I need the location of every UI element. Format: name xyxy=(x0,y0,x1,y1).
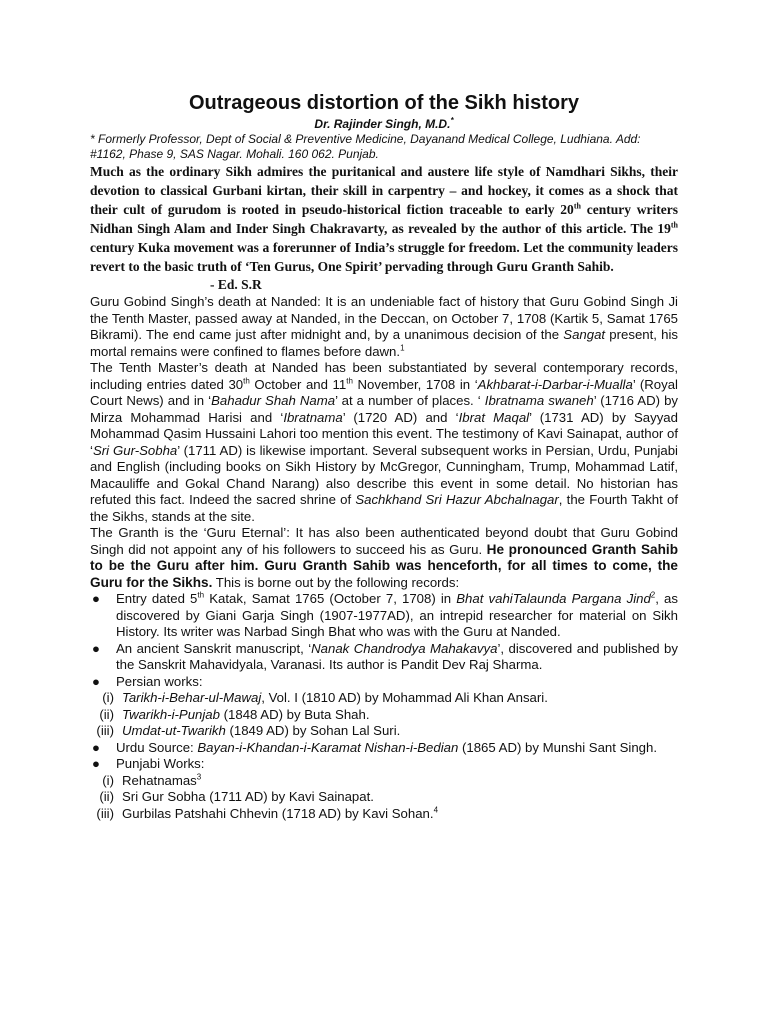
paragraph-text: Guru Gobind Singh’s death at Nanded: It is an undeniable fact of history that Guru Gobind Singh Ji the Tenth Master, passed away at Nanded, in the Deccan, on October 7, 1708 (Kartik 5, Samat 1765 Bikrami). The end came just after midnight and, by a unanimous decision of the xyxy=(90,294,678,342)
bullet-icon: ● xyxy=(92,591,100,606)
paragraph-text: The Tenth Master’s death at Nanded has been substantiated by several contemporary records, including entries dated 30 xyxy=(90,360,678,392)
list-text: Persian works: xyxy=(116,673,203,689)
sub-list-number: (ii) xyxy=(99,789,114,804)
lead-sup: th xyxy=(573,201,581,211)
lead-sup: th xyxy=(670,220,678,230)
author-footnote-mark: * xyxy=(450,116,454,125)
author-line xyxy=(90,116,678,132)
list-text: Rehatnamas xyxy=(122,772,197,788)
paragraph-text: ’ (1720 AD) and ‘ xyxy=(342,409,459,425)
list-text: Entry dated 5 xyxy=(116,591,198,606)
lead-text: Much as the ordinary Sikh admires the puritanical and austere life style of Namdhari Sikhs, their devotion to classical Gurbani kirtan, their skill in carpentry – and hockey, it comes as a shock that their cult of gurudom is rooted in pseudo-historical fiction traceable to early 20 xyxy=(90,164,678,217)
article-body xyxy=(90,294,678,822)
list-italic: Nanak Chandrodya Mahakavya xyxy=(311,640,498,656)
document-page xyxy=(90,90,678,822)
paragraph-text: ’ at a number of places. ‘ xyxy=(335,393,485,408)
editorial-lead xyxy=(90,162,678,276)
sub-list-number: (i) xyxy=(102,690,114,705)
sub-list-item xyxy=(90,806,678,823)
list-italic: Bayan-i-Khandan-i-Karamat Nishan-i-Bedian xyxy=(197,739,459,755)
author-affiliation: * Formerly Professor, Dept of Social & Preventive Medicine, Dayanand Medical College, Ludhiana. Add: #1162, Phase 9, SAS Nagar. Mohali. 160 062. Punjab. xyxy=(90,132,641,161)
list-item xyxy=(90,756,678,773)
list-text: An ancient Sanskrit manuscript, ‘ xyxy=(116,640,312,656)
list-text: Punjabi Works: xyxy=(116,756,205,771)
paragraph-text: ’ (Royal Court News) and in ‘ xyxy=(90,376,678,408)
bullet-icon: ● xyxy=(92,640,100,656)
sub-list-number: (iii) xyxy=(96,723,114,738)
list-item xyxy=(90,740,678,757)
paragraph-text: The Granth is the ‘Guru Eternal’: It has also been authenticated beyond doubt that Guru Gobind Singh did not appoint any of his followers to succeed his as Guru. xyxy=(90,525,678,557)
list-item xyxy=(90,674,678,691)
paragraph-bold: He pronounced Granth Sahib to be the Guru after him. Guru Granth Sahib was henceforth, for all times to come, the Guru for the Sikhs. xyxy=(90,541,679,590)
list-italic: Umdat-ut-Twarikh xyxy=(122,723,226,738)
footnote-ref: 1 xyxy=(400,343,405,353)
paragraph-text: , the Fourth Takht of the Sikhs, stands at the site. xyxy=(90,492,678,524)
list-text: (1865 AD) by Munshi Sant Singh. xyxy=(458,739,657,755)
list-italic: Bhat vahiTalaunda Pargana Jind xyxy=(456,591,651,606)
paragraph-italic: Sachkhand Sri Hazur Abchalnagar xyxy=(355,492,559,507)
paragraph-text: ’ (1731 AD) by Sayyad Mohammad Qasim Hussaini Lahori too mention this event. The testimony of Kavi Sainapat, author of ‘ xyxy=(90,409,678,458)
paragraph-text: ’ (1716 AD) by Mirza Mohammad Harisi and ‘ xyxy=(90,393,678,425)
list-text: Sri Gur Sobha (1711 AD) by Kavi Sainapat. xyxy=(122,789,374,804)
paragraph-italic: Sri Gur-Sobha xyxy=(92,442,178,458)
paragraph-text: November, 1708 in ‘ xyxy=(352,376,478,392)
lead-text: century writers Nidhan Singh Alam and Inder Singh Chakravarty, as revealed by the author of this article. The 19 xyxy=(90,202,678,236)
paragraph-text: This is borne out by the following records: xyxy=(212,574,460,590)
bullet-icon: ● xyxy=(92,739,100,755)
list-text: Urdu Source: xyxy=(116,739,198,755)
sub-list-item xyxy=(90,707,678,724)
paragraph-guru-eternal xyxy=(90,525,678,591)
paragraph-italic: Ibratnama xyxy=(283,409,343,425)
paragraph-contemporary-records xyxy=(90,360,678,525)
bullet-icon: ● xyxy=(92,673,100,689)
sub-list-number: (i) xyxy=(102,772,114,788)
list-text: Katak, Samat 1765 (October 7, 1708) in xyxy=(204,591,457,606)
author-name: Dr. Rajinder Singh, M.D. xyxy=(314,117,451,131)
paragraph-italic: Ibrat Maqal xyxy=(458,409,530,425)
paragraph-text: October and 11 xyxy=(249,376,347,392)
sub-list-item xyxy=(90,773,678,790)
paragraph-text: present, his mortal remains were confined to flames before dawn. xyxy=(90,327,678,359)
sub-list-item xyxy=(90,789,678,806)
list-text: Gurbilas Patshahi Chhevin (1718 AD) by Kavi Sohan. xyxy=(122,805,434,821)
ordinal-sup: th xyxy=(243,376,250,386)
sub-list-item xyxy=(90,690,678,707)
paragraph-text: ’ (1711 AD) is likewise important. Several subsequent works in Persian, Urdu, Punjabi and English (including books on Sikh History by McGregor, Cunningham, Trump, Mohammad Latif, Macauliffe and Gokal Chand Narang) also describe this event in some detail. No historian has refuted this fact. Indeed the sacred shrine of xyxy=(90,442,678,507)
editor-signature: - Ed. S.R xyxy=(210,277,262,292)
list-item xyxy=(90,591,678,641)
list-text: ’, discovered and published by the Sanskrit Mahavidyala, Varanasi. Its author is Pandit Dev Raj Sharma. xyxy=(116,640,678,672)
footnote-ref: 2 xyxy=(650,590,656,600)
page-title: Outrageous distortion of the Sikh history xyxy=(188,92,580,114)
list-item xyxy=(90,641,678,674)
list-italic: Twarikh-i-Punjab xyxy=(122,706,220,722)
list-text: , Vol. I (1810 AD) by Mohammad Ali Khan Ansari. xyxy=(261,690,548,705)
sub-list-item xyxy=(90,723,678,740)
list-text: (1848 AD) by Buta Shah. xyxy=(219,706,370,722)
footnote-ref: 3 xyxy=(196,772,202,782)
paragraph-death-at-nanded xyxy=(90,294,678,360)
paragraph-italic: Bahadur Shah Nama xyxy=(211,393,336,408)
list-text: (1849 AD) by Sohan Lal Suri. xyxy=(225,723,401,738)
bullet-icon: ● xyxy=(92,756,100,771)
list-italic: Tarikh-i-Behar-ul-Mawaj xyxy=(122,690,262,705)
sub-list-number: (ii) xyxy=(99,706,114,722)
paragraph-italic: Ibratnama swaneh xyxy=(484,393,594,408)
lead-text: century Kuka movement was a forerunner of India’s struggle for freedom. Let the community leaders revert to the basic truth of ‘Ten Gurus, One Spirit’ pervading through Guru Granth Sahib. xyxy=(90,240,678,274)
paragraph-italic: Sangat xyxy=(563,327,606,342)
ordinal-sup: th xyxy=(346,376,353,386)
ordinal-sup: th xyxy=(197,590,205,600)
list-text: , as discovered by Giani Garja Singh (1907-1977AD), an intrepid researcher for material on Sikh History. Its writer was Narbad Singh Bhat who was with the Guru at Nanded. xyxy=(116,591,678,639)
sub-list-number: (iii) xyxy=(96,805,114,821)
footnote-ref: 4 xyxy=(433,805,439,815)
paragraph-italic: Akhbarat-i-Darbar-i-Mualla xyxy=(477,376,633,392)
